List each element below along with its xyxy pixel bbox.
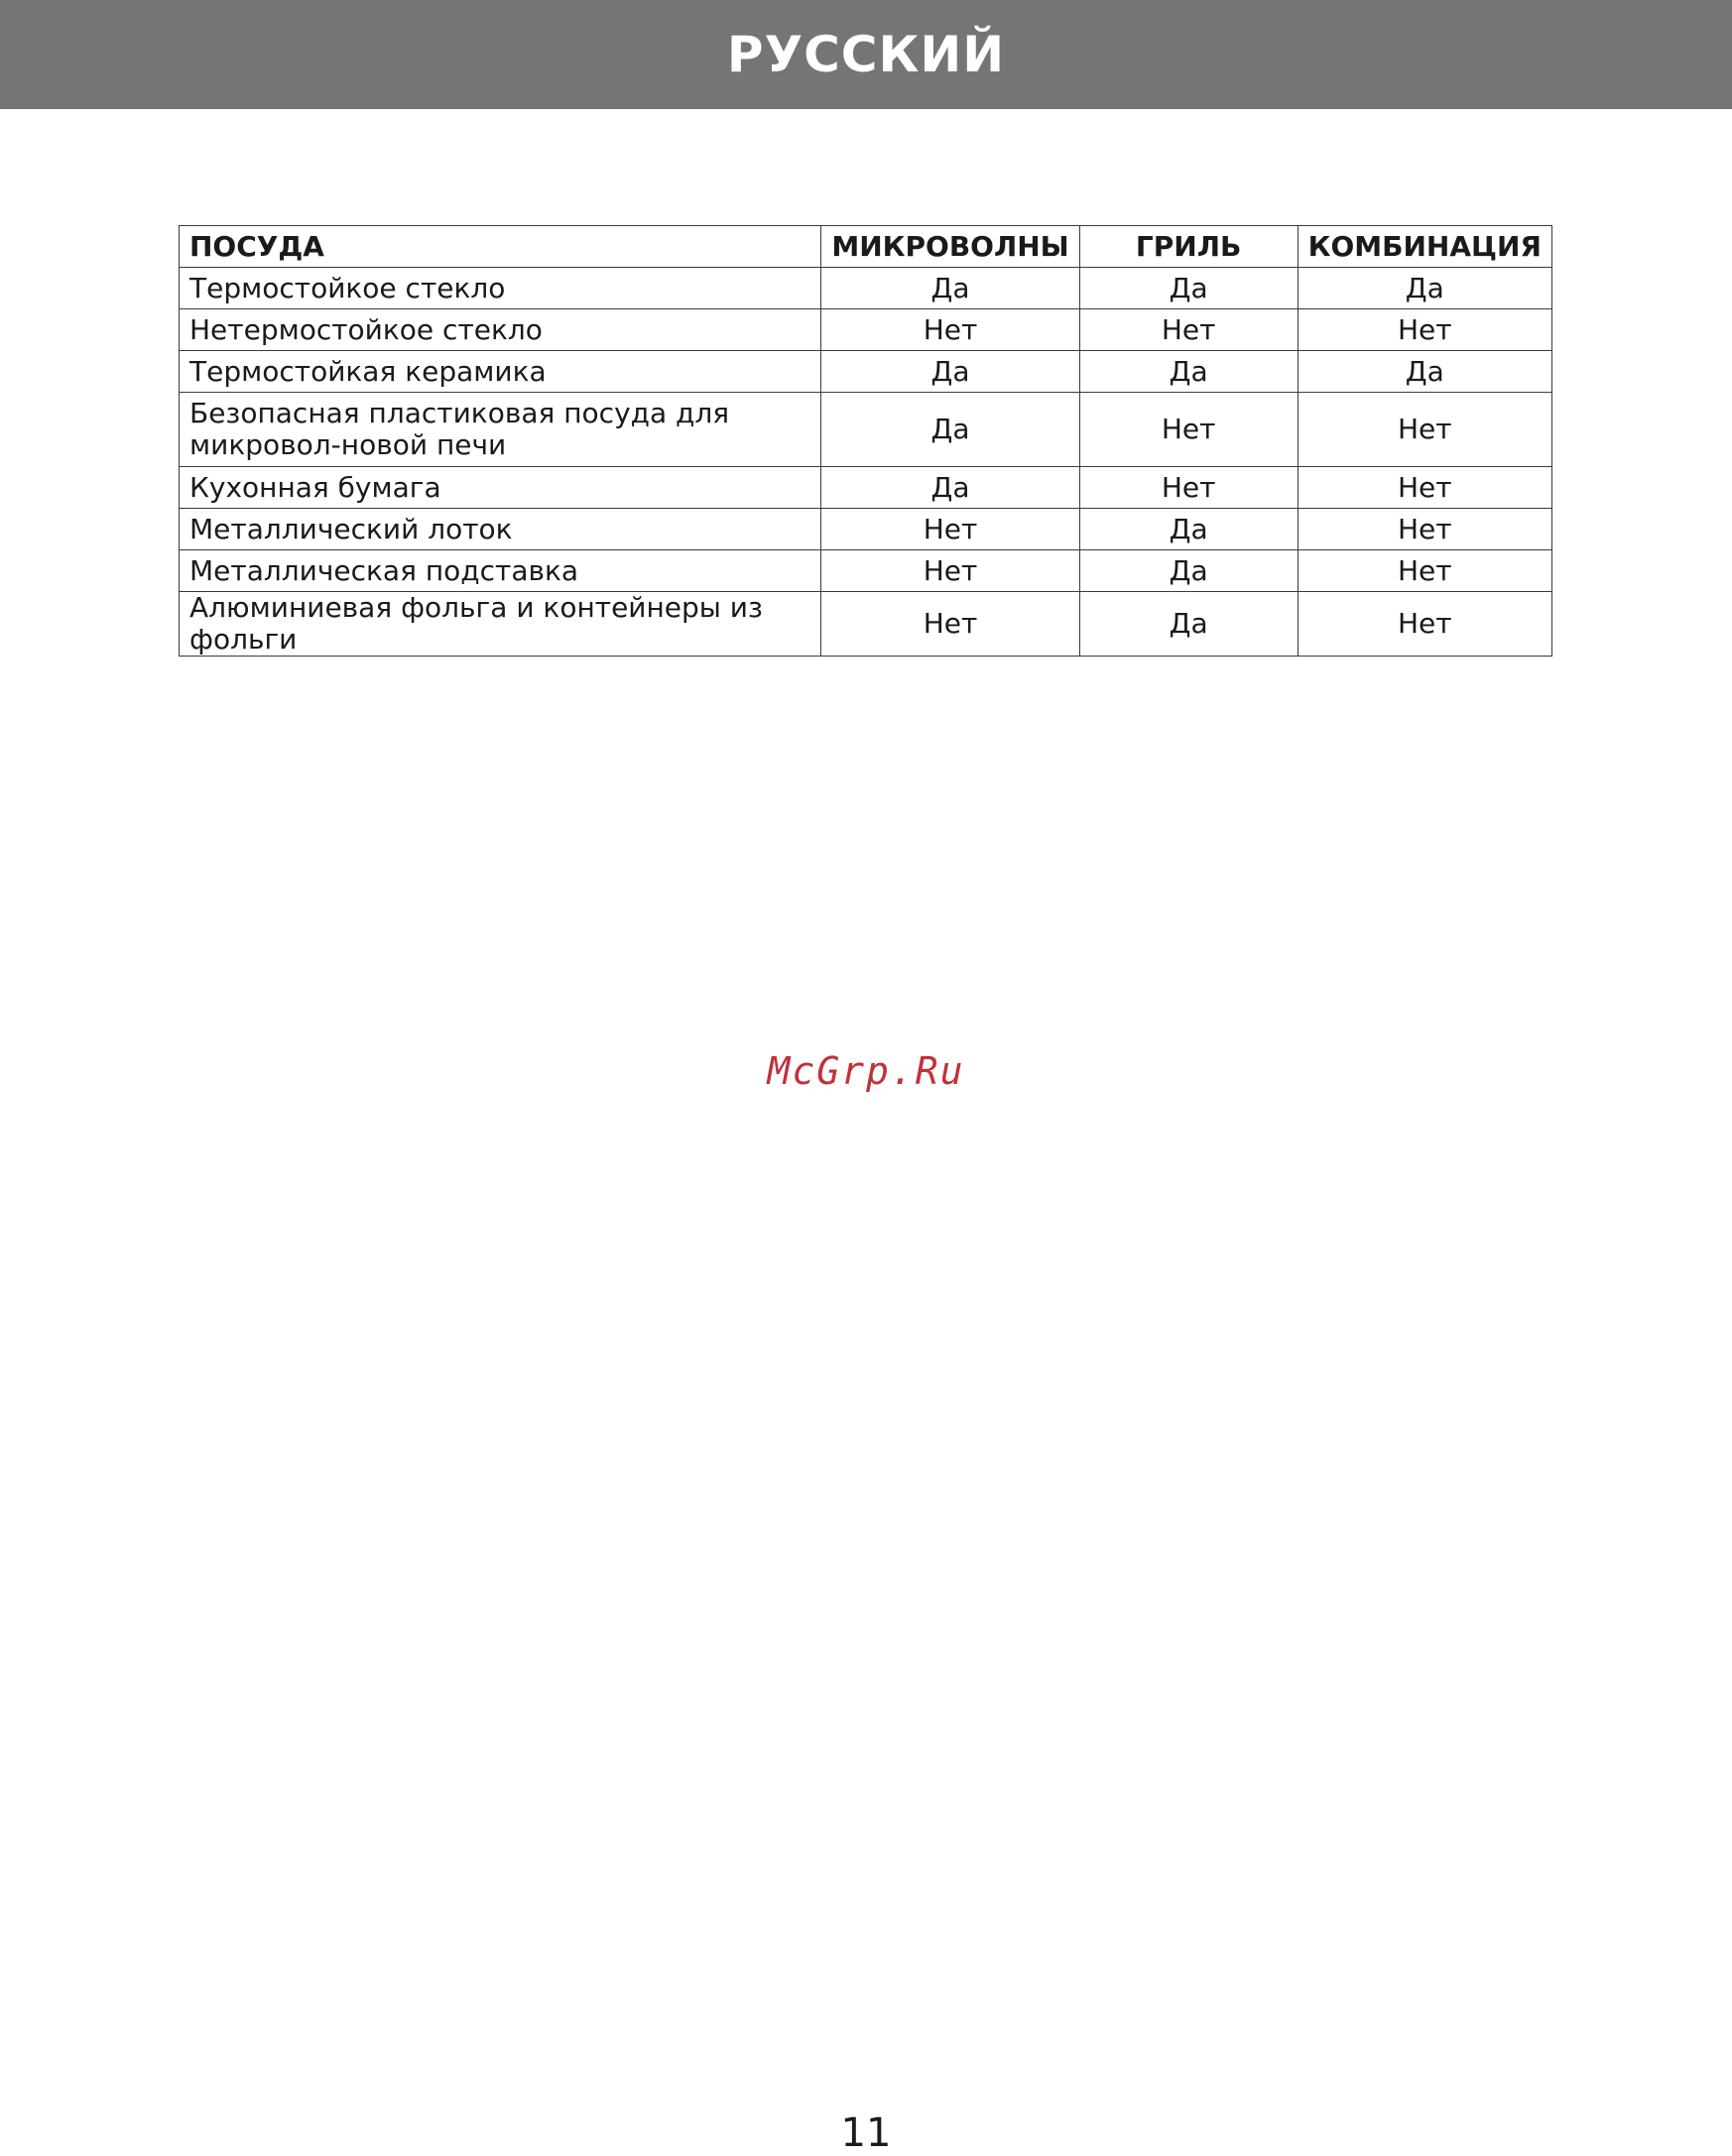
language-header-bar bbox=[0, 0, 1732, 109]
combination-value: Да bbox=[1298, 268, 1551, 309]
grill-value: Да bbox=[1079, 268, 1298, 309]
combination-value: Нет bbox=[1298, 509, 1551, 550]
microwave-value: Да bbox=[821, 393, 1079, 467]
header-cookware: ПОСУДА bbox=[180, 226, 821, 268]
combination-value: Нет bbox=[1298, 550, 1551, 592]
cookware-name: Термостойкая керамика bbox=[180, 351, 821, 393]
cookware-name: Безопасная пластиковая посуда для микровол-новой печи bbox=[180, 393, 821, 467]
table-row bbox=[180, 467, 1552, 509]
microwave-value: Да bbox=[821, 351, 1079, 393]
microwave-value: Да bbox=[821, 268, 1079, 309]
combination-value: Нет bbox=[1298, 467, 1551, 509]
grill-value: Да bbox=[1079, 592, 1298, 657]
grill-value: Нет bbox=[1079, 309, 1298, 351]
table-header-row bbox=[180, 226, 1552, 268]
grill-value: Да bbox=[1079, 550, 1298, 592]
watermark-text: McGrp.Ru bbox=[767, 1049, 965, 1093]
table-row bbox=[180, 550, 1552, 592]
grill-value: Нет bbox=[1079, 467, 1298, 509]
table-row bbox=[180, 309, 1552, 351]
grill-value: Да bbox=[1079, 351, 1298, 393]
microwave-value: Нет bbox=[821, 550, 1079, 592]
language-title: РУССКИЙ bbox=[726, 26, 1006, 83]
cookware-name: Термостойкое стекло bbox=[180, 268, 821, 309]
cookware-table bbox=[179, 225, 1552, 657]
grill-value: Нет bbox=[1079, 393, 1298, 467]
grill-value: Да bbox=[1079, 509, 1298, 550]
microwave-value: Да bbox=[821, 467, 1079, 509]
header-combination: КОМБИНАЦИЯ bbox=[1298, 226, 1551, 268]
combination-value: Нет bbox=[1298, 592, 1551, 657]
combination-value: Да bbox=[1298, 351, 1551, 393]
combination-value: Нет bbox=[1298, 393, 1551, 467]
cookware-name: Алюминиевая фольга и контейнеры из фольги bbox=[180, 592, 821, 657]
header-microwave: МИКРОВОЛНЫ bbox=[821, 226, 1079, 268]
cookware-name: Металлическая подставка bbox=[180, 550, 821, 592]
microwave-value: Нет bbox=[821, 309, 1079, 351]
table-row bbox=[180, 592, 1552, 657]
cookware-name: Нетермостойкое стекло bbox=[180, 309, 821, 351]
table-row bbox=[180, 509, 1552, 550]
cookware-name: Кухонная бумага bbox=[180, 467, 821, 509]
table-row bbox=[180, 268, 1552, 309]
microwave-value: Нет bbox=[821, 509, 1079, 550]
table-row bbox=[180, 393, 1552, 467]
header-grill: ГРИЛЬ bbox=[1079, 226, 1298, 268]
page-number: 11 bbox=[840, 2110, 892, 2156]
table-row bbox=[180, 351, 1552, 393]
microwave-value: Нет bbox=[821, 592, 1079, 657]
combination-value: Нет bbox=[1298, 309, 1551, 351]
cookware-name: Металлический лоток bbox=[180, 509, 821, 550]
